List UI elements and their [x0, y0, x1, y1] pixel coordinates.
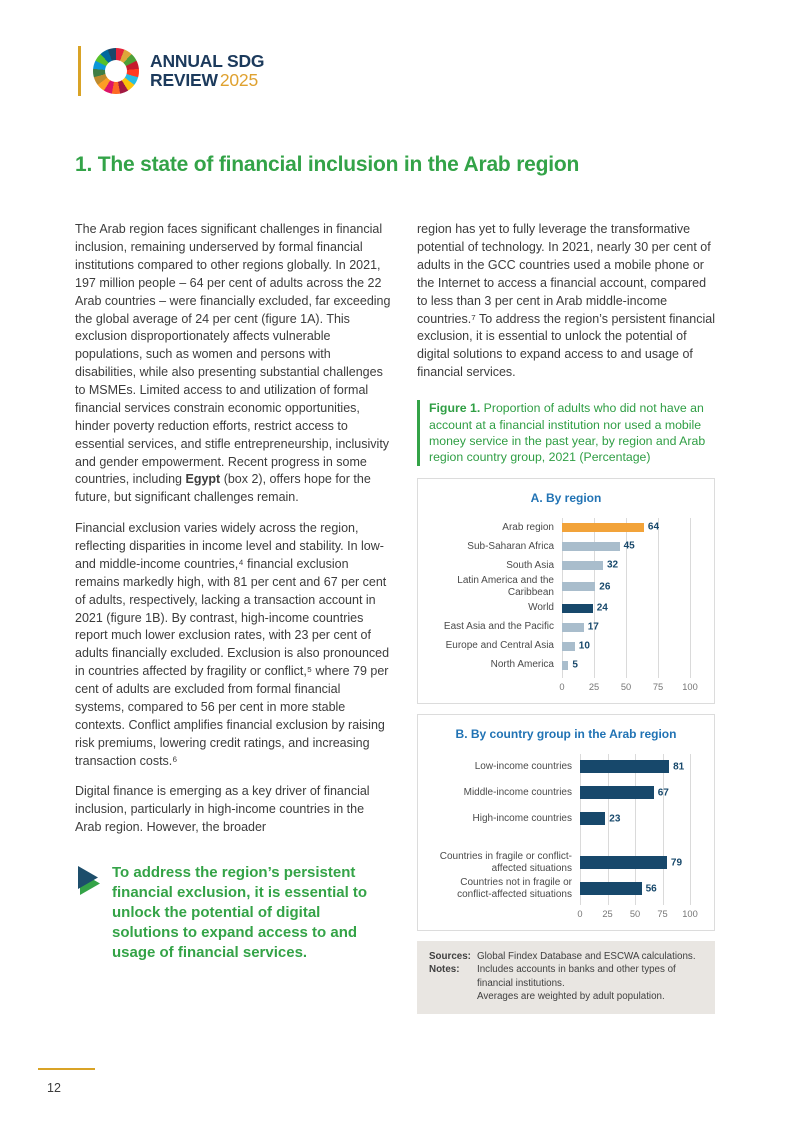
bar [580, 812, 605, 825]
chart-panel-a [417, 478, 715, 704]
sources-text: Global Findex Database and ESCWA calculations. [477, 950, 696, 962]
chart-b-title: B. By country group in the Arab region [455, 726, 677, 741]
page-footer [38, 1068, 95, 1095]
chart-row [430, 754, 702, 780]
chart-by-country-group [430, 754, 702, 922]
sdg-wheel-icon [93, 48, 139, 94]
play-arrow-icon [75, 866, 101, 895]
figure-caption [417, 400, 715, 466]
chart-category-label: South Asia [506, 559, 554, 571]
notes-row-1 [429, 963, 703, 990]
chart-row [430, 806, 702, 832]
bar [562, 542, 620, 551]
chart-a-title: A. By region [530, 490, 602, 505]
bar [562, 623, 584, 632]
bar [562, 661, 568, 670]
left-column [75, 221, 393, 963]
header-line1: ANNUAL SDG [150, 50, 265, 71]
header-year: 2025 [219, 69, 258, 90]
chart-category-label: Europe and Central Asia [445, 640, 554, 652]
bar-value-label: 81 [673, 761, 685, 773]
paragraph-3: Digital finance is emerging as a key driver of financial inclusion, particularly in high-income countries in the Arab region. However, the broader [75, 784, 370, 835]
figure-caption-text: Proportion of adults who did not have an account at a financial institution nor used a mobile money service in the past year, by region and Arab region country group, 2021 (Percentage) [429, 401, 706, 465]
chart-row [430, 618, 702, 637]
notes-label-spacer [429, 990, 477, 1004]
note-text-2: Averages are weighted by adult population. [477, 991, 665, 1003]
bar [580, 882, 642, 895]
chart-row [430, 518, 702, 537]
x-axis: 0 25 50 75 100 [577, 908, 698, 919]
page-title: 1. The state of financial inclusion in the Arab region [75, 153, 580, 176]
chart-category-label: Arab region [502, 521, 554, 533]
chart-row [430, 537, 702, 556]
bar [580, 786, 654, 799]
paragraph-2: Financial exclusion varies widely across the region, reflecting disparities in income level and stability. In low- and middle-income countries,⁴ financial exclusion remains markedly high, with 81 per cent and 67 per cent of adults, respectively, lacking a transaction account in 2021 (figure 1B). By contrast, high-income countries report much lower exclusion rates, with 23 per cent of adults financially excluded. Exclusion is also pronounced in countries affected by fragility or conflict,⁵ where 79 per cent of adults are excluded from formal financial systems, compared to 56 per cent in more stable contexts. Conflict amplifies financial exclusion by raising risk premiums, lowering credit ratings, and increasing transaction costs.⁶ [75, 521, 390, 768]
notes-row-2 [429, 990, 703, 1004]
body-columns [75, 221, 715, 1013]
bar-value-label: 17 [587, 621, 599, 633]
sources-label: Sources: [429, 950, 471, 962]
chart-category-label: Countries in fragile or conflict-affected situations [439, 850, 572, 874]
chart-category-label: Sub-Saharan Africa [467, 540, 554, 552]
bar [580, 760, 669, 773]
chart-row [430, 556, 702, 575]
bar [562, 604, 593, 613]
bar-value-label: 24 [596, 602, 608, 614]
figure-1 [417, 400, 715, 1014]
bar-value-label: 56 [645, 883, 657, 895]
bar-value-label: 32 [606, 559, 619, 571]
pull-quote-text: To address the region’s persistent financial exclusion, it is essential to unlock the potential of digital solutions to expand access to and usage of financial services. [112, 864, 368, 962]
chart-row [430, 780, 702, 806]
bar [562, 642, 575, 651]
chart-category-label: World [528, 602, 554, 614]
chart-category-label: North America [490, 659, 554, 671]
paragraph-4: region has yet to fully leverage the transformative potential of technology. In 2021, nearly 30 per cent of adults in the GCC countries used a mobile phone or the Internet to access a financial account, compared to less than 3 per cent in Arab middle-income countries.⁷ To address the region’s persistent financial exclusion, it is essential to unlock the potential of digital solutions to expand access to and usage of financial services. [417, 222, 715, 380]
bar-value-label: 10 [578, 640, 590, 652]
header-title [150, 52, 264, 90]
chart-row [430, 876, 702, 902]
sources-notes-box [417, 941, 715, 1014]
bar [562, 561, 603, 570]
bar-value-label: 79 [670, 857, 683, 869]
x-axis: 0 25 50 75 100 [559, 681, 698, 692]
bar-value-label: 23 [609, 813, 621, 825]
chart-by-region [430, 518, 702, 695]
bar-value-label: 5 [572, 659, 578, 671]
chart-row [430, 656, 702, 675]
pull-quote [75, 863, 393, 963]
chart-category-label: Countries not in fragile or conflict-affected situations [457, 876, 572, 900]
footer-gold-rule [38, 1068, 95, 1070]
bar-value-label: 45 [623, 540, 635, 552]
right-column [417, 221, 715, 1013]
chart-row [430, 637, 702, 656]
paragraph-1-bold: Egypt [185, 472, 221, 487]
chart-row [430, 850, 702, 876]
bar-value-label: 64 [647, 521, 660, 533]
paragraph-1-text: The Arab region faces significant challenges in financial inclusion, remaining underserved by formal financial institutions compared to other regions globally. In 2021, 197 million people – 64 per cent of adults across the 22 Arab countries – were financially excluded, far exceeding the global average of 24 per cent (figure 1A). This exclusion disproportionately affects vulnerable populations, such as women and persons with disabilities, while also presenting substantial challenges to MSMEs. Limited access to and utilization of formal financial services constrain economic opportunities, hinder poverty reduction efforts, restrict access to essential services, and stifle entrepreneurship, inclusivity and gender empowerment. Recent progress in some countries, including [75, 222, 391, 487]
chart-category-label: Middle-income countries [463, 786, 572, 798]
paragraph-1 [75, 221, 393, 507]
chart-category-label: Low-income countries [474, 760, 572, 772]
bar [562, 523, 644, 532]
chart-category-label: High-income countries [472, 812, 572, 824]
paragraph-1-text-b: (box 2), offers hope for the future, but significant challenges remain. [75, 472, 371, 505]
chart-row [430, 599, 702, 618]
header-review-word: REVIEW [150, 69, 218, 90]
bar [562, 582, 595, 591]
notes-label: Notes: [429, 964, 460, 976]
bar [580, 856, 667, 869]
note-text-1: Includes accounts in banks and other types of financial institutions. [477, 964, 676, 989]
page-number: 12 [47, 1081, 61, 1095]
header-line2 [150, 71, 264, 90]
bar-value-label: 67 [657, 787, 669, 799]
sources-row [429, 950, 703, 964]
chart-row [430, 575, 702, 599]
chart-category-label: East Asia and the Pacific [443, 621, 554, 633]
chart-category-label: Latin America and the Caribbean [457, 574, 554, 598]
chart-panel-b [417, 714, 715, 931]
bar-value-label: 26 [599, 581, 611, 593]
report-header [78, 46, 793, 96]
figure-label: Figure 1. [429, 401, 481, 416]
